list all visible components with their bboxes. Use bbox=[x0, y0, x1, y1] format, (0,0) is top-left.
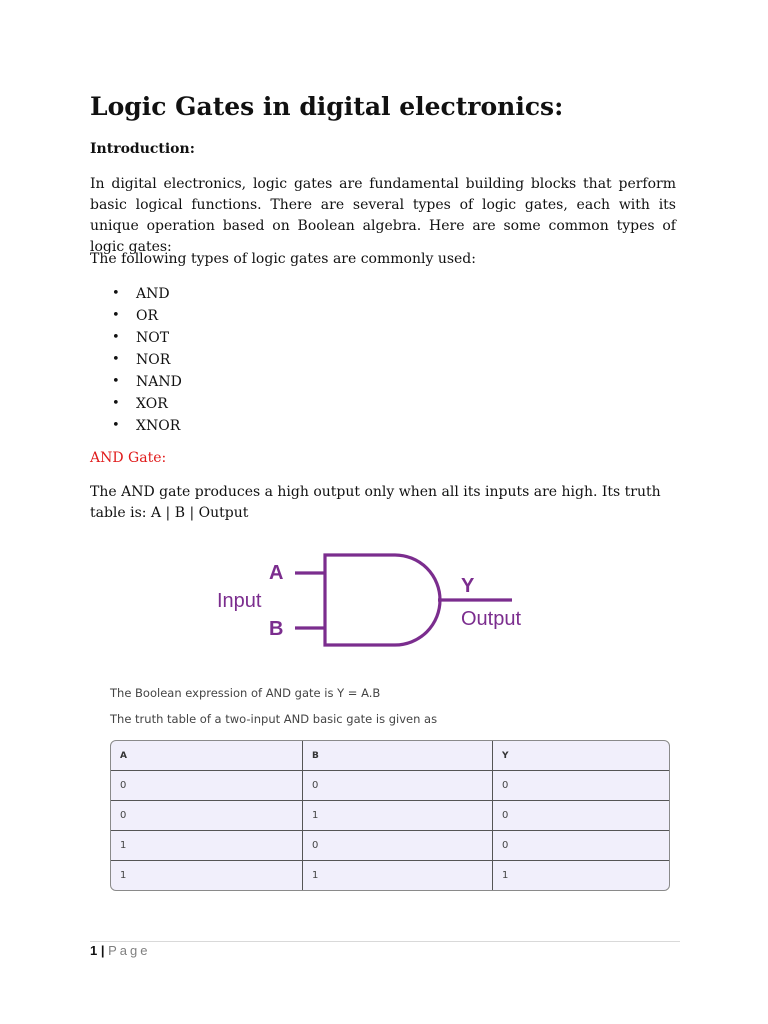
intro-paragraph: In digital electronics, logic gates are fundamental building blocks that perform basic logical functions. There are several types of logic gates, each with its unique operation based on Boolean algebra. Here are some common types of logic gates: bbox=[90, 176, 676, 255]
list-item-label: XNOR bbox=[136, 418, 181, 434]
table-row bbox=[111, 861, 669, 890]
gate-types-list bbox=[90, 283, 182, 437]
list-item bbox=[90, 283, 182, 305]
table-row bbox=[111, 801, 669, 831]
column-header-a: A bbox=[111, 741, 303, 771]
bullet-icon: • bbox=[112, 308, 120, 323]
list-item bbox=[90, 349, 182, 371]
column-header-y: Y bbox=[493, 741, 669, 771]
and-gate-diagram bbox=[205, 546, 545, 654]
table-cell: 0 bbox=[111, 801, 303, 831]
list-item bbox=[90, 327, 182, 349]
list-item bbox=[90, 415, 182, 437]
list-item bbox=[90, 371, 182, 393]
and-gate-symbol-icon bbox=[295, 555, 512, 645]
input-b-label: B bbox=[269, 618, 284, 640]
and-gate-description: The AND gate produces a high output only when all its inputs are high. Its truth table is: A | B | Output bbox=[90, 484, 661, 521]
list-item-label: XOR bbox=[136, 396, 168, 412]
bullet-icon: • bbox=[112, 286, 120, 301]
and-gate-body bbox=[325, 555, 440, 645]
table-cell: 1 bbox=[303, 861, 493, 890]
list-item-label: AND bbox=[136, 286, 170, 302]
page-title: Logic Gates in digital electronics: bbox=[90, 92, 564, 121]
table-cell: 1 bbox=[111, 831, 303, 861]
bullet-icon: • bbox=[112, 374, 120, 389]
list-item-label: OR bbox=[136, 308, 159, 324]
list-item bbox=[90, 305, 182, 327]
page-word: Page bbox=[108, 943, 151, 958]
truth-table-caption: The truth table of a two-input AND basic gate is given as bbox=[110, 712, 438, 726]
input-a-label: A bbox=[269, 562, 284, 584]
table-cell: 0 bbox=[303, 771, 493, 801]
page-footer bbox=[90, 943, 151, 958]
table-header-row bbox=[111, 741, 669, 771]
footer-separator: | bbox=[100, 943, 105, 958]
list-item-label: NOT bbox=[136, 330, 170, 346]
page-number: 1 bbox=[90, 943, 98, 958]
output-y-label: Y bbox=[461, 575, 475, 597]
table-cell: 0 bbox=[303, 831, 493, 861]
table-cell: 0 bbox=[111, 771, 303, 801]
table-cell: 1 bbox=[303, 801, 493, 831]
output-label: Output bbox=[461, 608, 522, 630]
table-cell: 0 bbox=[493, 831, 669, 861]
table-cell: 1 bbox=[502, 870, 509, 881]
introduction-heading: Introduction: bbox=[90, 141, 195, 157]
boolean-expression: The Boolean expression of AND gate is Y = A.B bbox=[110, 686, 381, 700]
and-gate-heading: AND Gate: bbox=[90, 450, 167, 466]
footer-divider bbox=[90, 941, 680, 942]
bullet-icon: • bbox=[112, 396, 120, 411]
types-intro-paragraph: The following types of logic gates are commonly used: bbox=[90, 251, 476, 267]
table-row bbox=[111, 831, 669, 861]
truth-table bbox=[110, 740, 670, 891]
bullet-icon: • bbox=[112, 352, 120, 367]
table-cell: 0 bbox=[493, 801, 669, 831]
table-cell: 0 bbox=[493, 771, 669, 801]
bullet-icon: • bbox=[112, 330, 120, 345]
column-header-b: B bbox=[303, 741, 493, 771]
bullet-icon: • bbox=[112, 418, 120, 433]
list-item-label: NOR bbox=[136, 352, 171, 368]
input-label: Input bbox=[217, 590, 262, 612]
table-cell: 1 bbox=[111, 861, 303, 890]
table-row bbox=[111, 771, 669, 801]
list-item bbox=[90, 393, 182, 415]
list-item-label: NAND bbox=[136, 374, 182, 390]
